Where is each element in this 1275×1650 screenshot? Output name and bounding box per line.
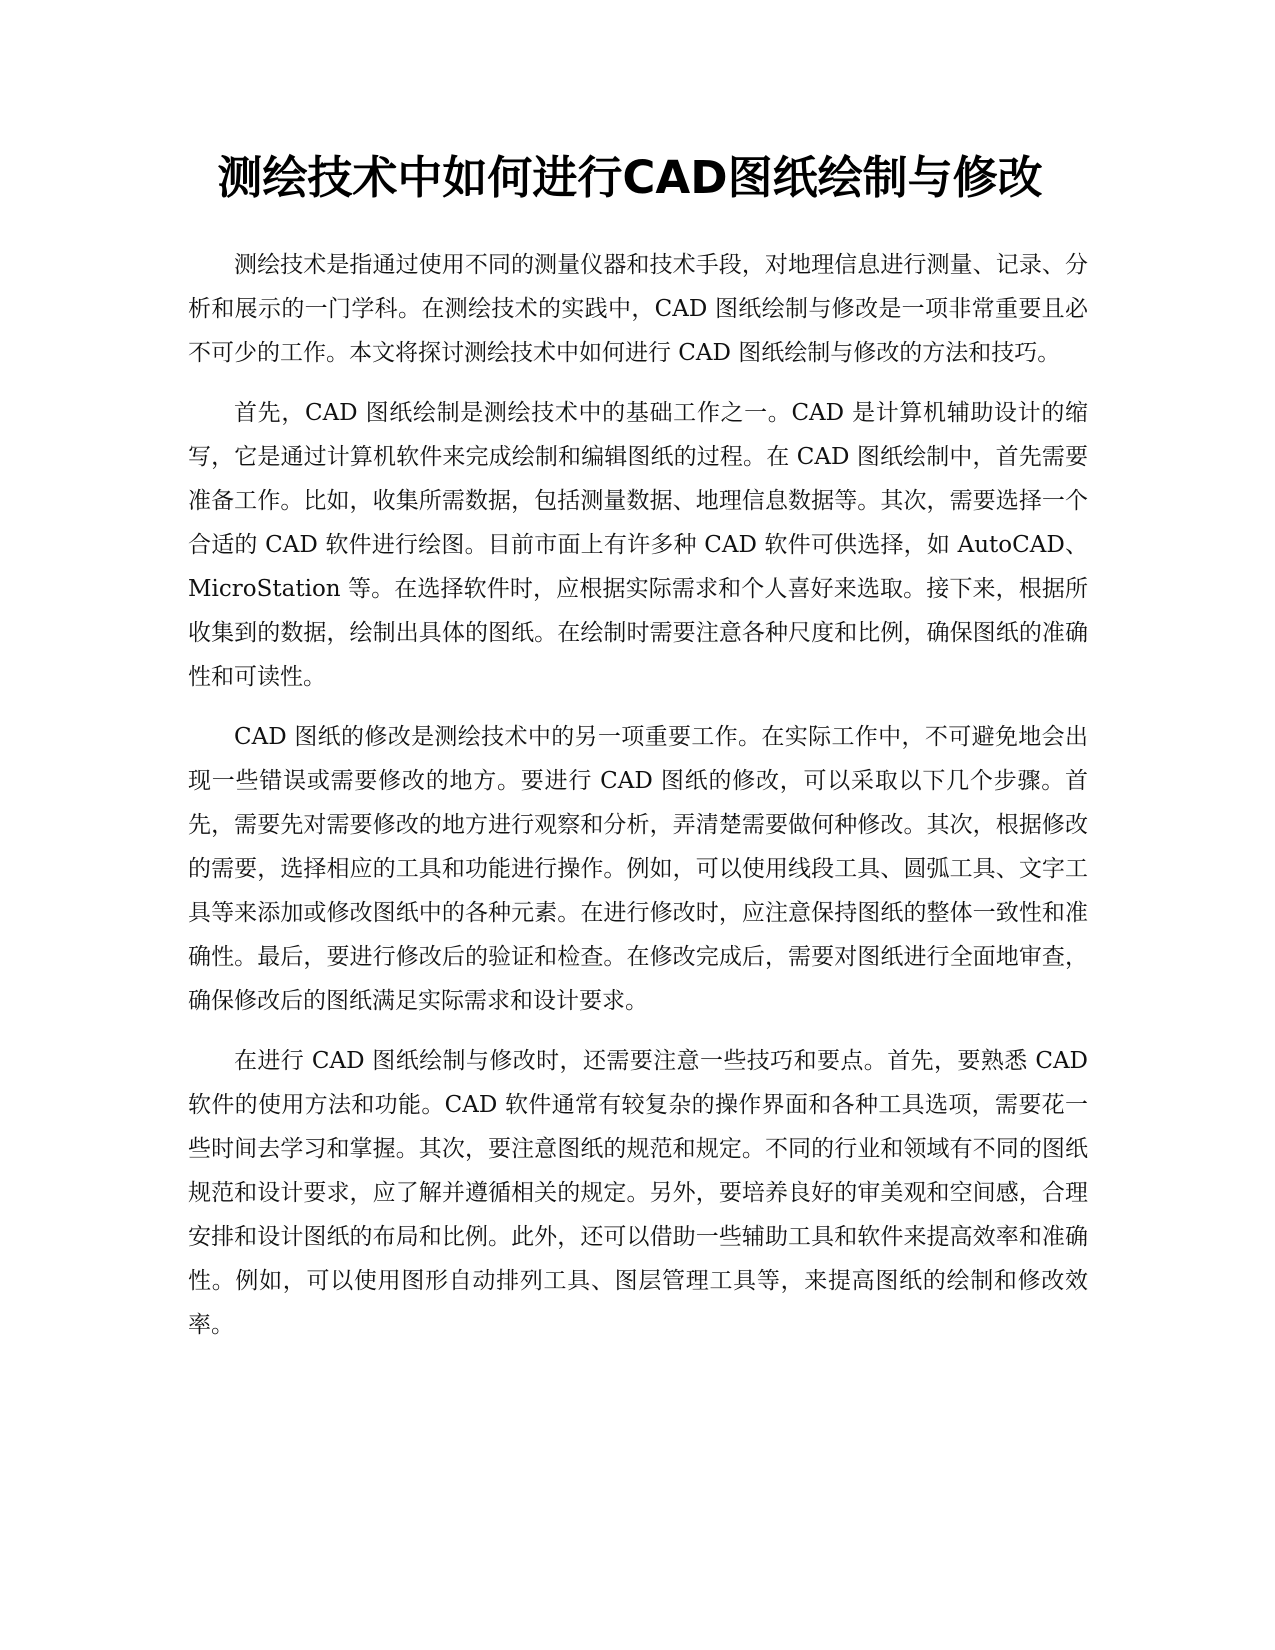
document-title: 测绘技术中如何进行CAD图纸绘制与修改 (217, 151, 1043, 204)
paragraph-modification: CAD 图纸的修改是测绘技术中的另一项重要工作。在实际工作中，不可避免地会出现一些错误或需要修改的地方。要进行 CAD 图纸的修改，可以采取以下几个步骤。首先，需要先对需要修改的地方进行观察和分析，弄清楚需要做何种修改。其次，根据修改的需要，选择相应的工具和功能进行操作。例如，可以使用线段工具、圆弧工具、文字工具等来添加或修改图纸中的各种元素。在进行修改时，应注意保持图纸的整体一致性和准确性。最后，要进行修改后的验证和检查。在修改完成后，需要对图纸进行全面地审查，确保修改后的图纸满足实际需求和设计要求。 (188, 724, 1088, 1014)
paragraph-tips: 在进行 CAD 图纸绘制与修改时，还需要注意一些技巧和要点。首先，要熟悉 CAD 软件的使用方法和功能。CAD 软件通常有较复杂的操作界面和各种工具选项，需要花一些时间去学习和掌握。其次，要注意图纸的规范和规定。不同的行业和领域有不同的图纸规范和设计要求，应了解并遵循相关的规定。另外，要培养良好的审美观和空间感，合理安排和设计图纸的布局和比例。此外，还可以借助一些辅助工具和软件来提高效率和准确性。例如，可以使用图形自动排列工具、图层管理工具等，来提高图纸的绘制和修改效率。 (188, 1048, 1088, 1338)
paragraph-intro: 测绘技术是指通过使用不同的测量仪器和技术手段，对地理信息进行测量、记录、分析和展示的一门学科。在测绘技术的实践中，CAD 图纸绘制与修改是一项非常重要且必不可少的工作。本文将探讨测绘技术中如何进行 CAD 图纸绘制与修改的方法和技巧。 (188, 252, 1088, 366)
document-body (188, 243, 1088, 1363)
paragraph-drawing: 首先，CAD 图纸绘制是测绘技术中的基础工作之一。CAD 是计算机辅助设计的缩写，它是通过计算机软件来完成绘制和编辑图纸的过程。在 CAD 图纸绘制中，首先需要准备工作。比如，收集所需数据，包括测量数据、地理信息数据等。其次，需要选择一个合适的 CAD 软件进行绘图。目前市面上有许多种 CAD 软件可供选择，如 AutoCAD、MicroStation 等。在选择软件时，应根据实际需求和个人喜好来选取。接下来，根据所收集到的数据，绘制出具体的图纸。在绘制时需要注意各种尺度和比例，确保图纸的准确性和可读性。 (188, 400, 1088, 690)
